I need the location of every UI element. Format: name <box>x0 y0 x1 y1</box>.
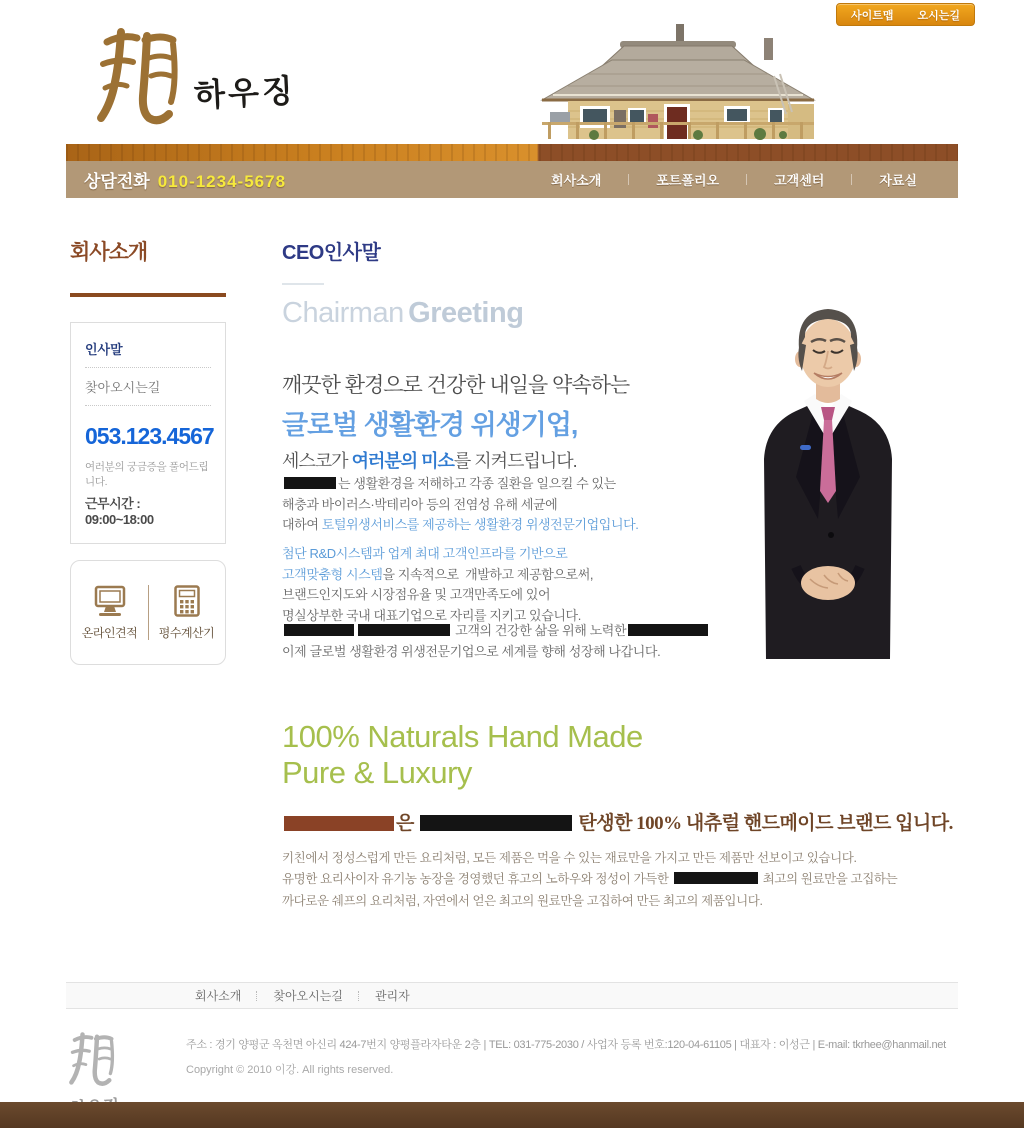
sidebar-phone-number: 053.123.4567 <box>85 423 214 449</box>
main-content <box>282 233 958 973</box>
quick-link-area-calculator[interactable] <box>148 585 225 641</box>
quick-link-online-quote[interactable] <box>71 585 148 641</box>
footer-links-bar <box>66 982 958 1009</box>
nav-phone <box>84 167 286 192</box>
footer-link-directions[interactable]: 찾아오시는길 <box>273 989 343 1003</box>
text-segment: 해충과 바이러스·박테리아 등의 전염성 유해 세균에 <box>282 496 558 512</box>
redaction-bar <box>358 624 450 636</box>
text-segment: 최고의 원료만을 고집하는 <box>759 872 898 887</box>
text-segment: 여러분의 미소 <box>351 451 454 471</box>
quick-link-label: 온라인견적 <box>81 625 138 640</box>
text-segment: 고객맞춤형 시스템 <box>282 566 383 582</box>
section-subtitle <box>282 283 523 330</box>
text-segment: 을 지속적으로 개발하고 제공함으로써, <box>382 566 594 582</box>
sidebar-phone-caption: 여러분의 궁금증을 풀어드립니다. <box>85 461 209 488</box>
sidebar-title: 회사소개 <box>70 241 148 264</box>
subtitle-light: Chairman <box>282 297 404 329</box>
sidebar-item-directions[interactable]: 찾아오시는길 <box>85 368 211 406</box>
nav-item-company[interactable]: 회사소개 <box>551 173 602 188</box>
text-segment: 명실상부한 국내 대표기업으로 자리를 지키고 있습니다. <box>282 607 581 623</box>
redaction-bar <box>284 816 394 831</box>
text-segment: 은 <box>396 812 419 834</box>
footer-link-company[interactable]: 회사소개 <box>195 989 242 1003</box>
computer-icon <box>71 585 148 617</box>
brand-title-line-2: Pure & Luxury <box>282 754 472 790</box>
sidebar-menu <box>70 322 226 544</box>
text-segment: 키친에서 정성스럽게 만든 요리처럼, 모든 제품은 먹을 수 있는 재료만을 가지고 만든 제품만 선보이고 있습니다. <box>282 850 857 865</box>
text-segment: 고객의 건강한 삶을 위해 노력한 <box>452 623 627 638</box>
footer-copyright: Copyright © 2010 이강. All rights reserved. <box>186 1064 394 1076</box>
text-segment: 브랜드인지도와 시장점유율 및 고객만족도에 있어 <box>282 587 551 603</box>
house-photo <box>528 16 828 156</box>
phone-label: 상담전화 <box>84 172 150 191</box>
logo[interactable] <box>92 24 302 134</box>
text-segment: 는 생활환경을 저해하고 각종 질환을 일으킬 수 있는 <box>338 476 616 491</box>
directions-button[interactable]: 오시는길 <box>917 9 960 22</box>
logo-hanja-icon <box>92 24 184 128</box>
quick-links <box>70 560 226 665</box>
text-segment: 탄생한 100% 내츄럴 핸드메이드 브랜드 입니다. <box>574 812 953 834</box>
redaction-bar <box>628 624 708 636</box>
footer-link-admin[interactable]: 관리자 <box>374 989 410 1003</box>
brand-headline <box>282 808 958 835</box>
brand-title-line-1: 100% Naturals Hand Made <box>282 719 643 754</box>
redaction-bar <box>284 624 354 636</box>
redaction-bar <box>674 872 758 884</box>
brand-section <box>282 719 958 912</box>
nav-item-customer-center[interactable]: 고객센터 <box>774 173 825 188</box>
quick-link-label: 평수계산기 <box>158 625 215 640</box>
bottom-decor-bar <box>0 1102 1024 1128</box>
sidebar <box>70 233 226 665</box>
paragraph-1 <box>282 474 639 536</box>
decor-wood-bar <box>66 144 958 161</box>
subtitle-bold: Greeting <box>408 297 524 329</box>
brand-title <box>282 719 958 791</box>
footer-address: 주소 : 경기 양평군 옥천면 아신리 424-7번지 양평플라자타운 2층 | TEL: 031-775-2030 / 사업자 등록 번호:120-04-61105 | 대표자 : 이성근 | E-mail: tkrhee@hanmail.net <box>186 1039 946 1051</box>
text-segment: 를 지켜드립니다. <box>453 451 577 471</box>
quick-divider <box>148 585 149 640</box>
calculator-icon <box>148 585 225 617</box>
sidebar-hours: 근무시간 : 09:00~18:00 <box>85 496 154 527</box>
page-title: CEO인사말 <box>282 242 381 264</box>
greeting-headline <box>282 369 629 473</box>
text-segment: 까다로운 쉐프의 요리처럼, 자연에서 얻은 최고의 원료만을 고집하여 만든 최고의 제품입니다. <box>282 893 763 908</box>
redaction-bar <box>284 477 336 489</box>
text-segment: 유명한 요리사이자 유기농 농장을 경영했던 휴고의 노하우와 정성이 가득한 <box>282 872 672 887</box>
footer-logo-hanja-icon <box>66 1030 118 1088</box>
ceo-portrait-photo <box>738 277 918 664</box>
text-segment: 첨단 R&D시스템과 업계 최대 고객인프라를 기반으로 <box>282 546 568 561</box>
text-segment: 대하여 <box>282 517 322 533</box>
paragraph-2 <box>282 544 593 626</box>
nav-item-portfolio[interactable]: 포트폴리오 <box>656 173 720 188</box>
sitemap-button[interactable]: 사이트맵 <box>850 9 894 22</box>
headline-line-3 <box>282 447 629 473</box>
text-segment: 이제 글로벌 생활환경 위생전문기업으로 세계를 향해 성장해 나갑니다. <box>282 643 661 659</box>
brand-body <box>282 848 958 913</box>
footer-info <box>186 1028 946 1077</box>
nav-menu <box>524 170 944 189</box>
phone-number: 010-1234-5678 <box>157 172 287 191</box>
text-segment: 토털위생서비스를 제공하는 생활환경 위생전문기업입니다. <box>321 517 639 533</box>
subtitle-rule <box>282 283 324 285</box>
headline-line-2: 글로벌 생활환경 위생기업, <box>282 410 578 440</box>
topbar <box>836 3 975 26</box>
nav-item-archive[interactable]: 자료실 <box>879 173 917 188</box>
sidebar-item-greeting[interactable]: 인사말 <box>85 336 211 368</box>
redaction-bar <box>420 815 572 831</box>
paragraph-3 <box>282 621 710 662</box>
logo-text: 하우징 <box>193 72 297 114</box>
sidebar-rule <box>70 293 226 297</box>
text-segment: 세스코가 <box>282 451 352 471</box>
headline-line-1: 깨끗한 환경으로 건강한 내일을 약속하는 <box>282 374 630 397</box>
nav-bar <box>66 161 958 198</box>
